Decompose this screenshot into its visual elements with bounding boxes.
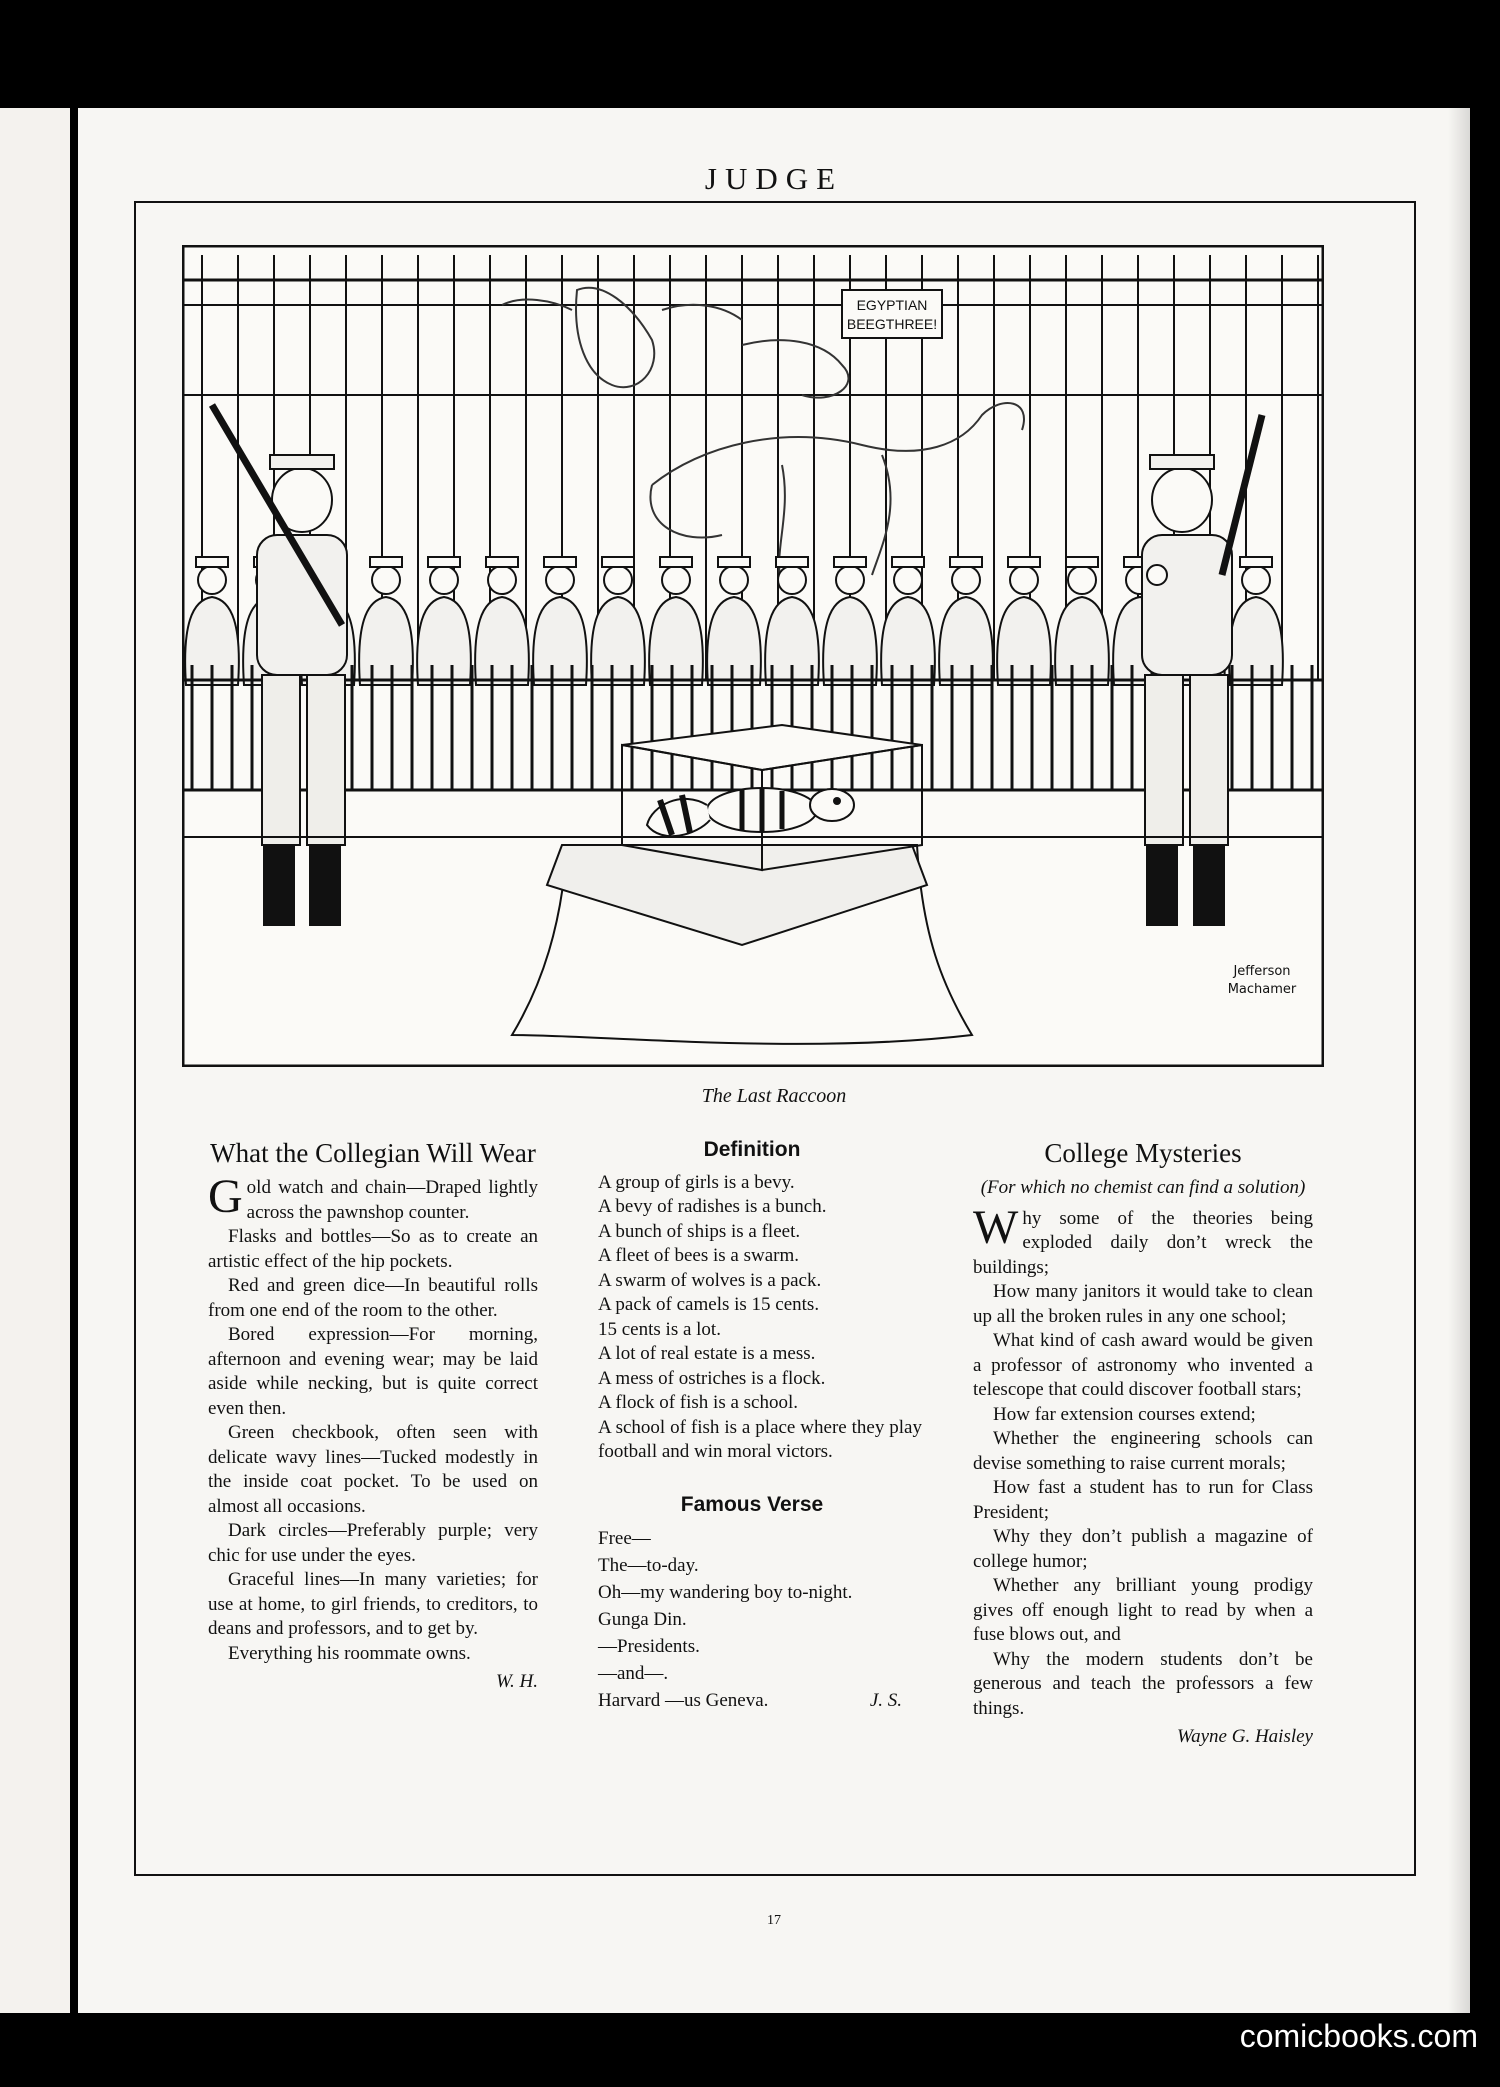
collegian-para-8: Everything his roommate owns. <box>228 1642 471 1664</box>
artist-signature-line-2: Machamer <box>1227 982 1297 997</box>
cartoon-caption: The Last Raccoon <box>701 1085 847 1107</box>
mysteries-para-2: How many janitors it would take to clean up all the broken rules in any one school; <box>973 1281 1313 1327</box>
definition-line: A pack of camels is 15 cents. <box>598 1294 820 1315</box>
collegian-signature: W. H. <box>495 1671 538 1692</box>
verse-line: —Presidents. <box>598 1636 700 1657</box>
column-collegian-wear <box>208 1138 538 1695</box>
definition-line: A school of fish is a place where they play football and win moral victors. <box>598 1416 922 1462</box>
mysteries-para-1: hy some of the theories being exploded daily don’t wreck the buildings; <box>973 1207 1313 1278</box>
collegian-para-6: Dark circles—Preferably purple; very chic for use under the eyes. <box>208 1520 538 1566</box>
collegian-para-2: Flasks and bottles—So as to create an artistic effect of the hip pockets. <box>208 1226 538 1272</box>
mysteries-para-9: Why the modern students don’t be generous and teach the professors a few things. <box>973 1648 1313 1719</box>
collegian-para-4: Bored expression—For morning, afternoon and evening wear; may be laid aside while necking, but is quite correct even then. <box>208 1324 538 1419</box>
facing-page-edge <box>0 108 70 2013</box>
definition-line: A fleet of bees is a swarm. <box>598 1245 800 1266</box>
column-college-mysteries <box>973 1138 1313 1750</box>
artist-signature-line-1: Jefferson <box>1233 964 1291 979</box>
verse-line: Oh—my wandering boy to-night. <box>598 1582 853 1603</box>
column-definition <box>582 1138 922 1714</box>
collegian-para-7: Graceful lines—In many varieties; for use at home, to girl friends, to creditors, to deans and professors, and to get by. <box>208 1569 538 1639</box>
mysteries-para-3: What kind of cash award would be given a professor of astronomy who invented a telescope that could discover football stars; <box>973 1330 1313 1400</box>
article-title-definition: Definition <box>703 1138 801 1161</box>
article-title-famous-verse: Famous Verse <box>680 1492 824 1516</box>
collegian-para-3: Red and green dice—In beautiful rolls from one end of the room to the other. <box>208 1275 538 1321</box>
definition-line: A lot of real estate is a mess. <box>598 1343 816 1364</box>
definition-line: A bevy of radishes is a bunch. <box>598 1196 827 1217</box>
mysteries-para-6: How fast a student has to run for Class President; <box>973 1477 1313 1523</box>
collegian-para-5: Green checkbook, often seen with delicate wavy lines—Tucked modestly in the inside coat pocket. To be used on almost all occasions. <box>208 1422 538 1517</box>
verse-line <box>582 1687 922 1714</box>
article-title-collegian: What the Collegian Will Wear <box>210 1138 536 1168</box>
definition-lines <box>582 1171 922 1465</box>
definition-line: 15 cents is a lot. <box>598 1318 721 1340</box>
collegian-para-1: old watch and chain—Draped lightly across the pawnshop counter. <box>246 1177 538 1223</box>
mysteries-subtitle: (For which no chemist can find a solution) <box>980 1177 1306 1198</box>
dropcap-w: W <box>973 1200 1019 1254</box>
page-gutter-shadow <box>1448 108 1470 2013</box>
definition-line: A bunch of ships is a fleet. <box>598 1220 801 1242</box>
mysteries-signature: Wayne G. Haisley <box>1177 1726 1313 1747</box>
definition-line: A group of girls is a bevy. <box>598 1171 795 1193</box>
sign-text-line-1: EGYPTIAN <box>856 297 928 313</box>
article-title-mysteries: College Mysteries <box>1044 1138 1242 1168</box>
watermark: comicbooks.com <box>1239 2018 1478 2054</box>
verse-lines <box>582 1525 922 1714</box>
mysteries-para-5: Whether the engineering schools can devise something to raise current morals; <box>973 1428 1313 1474</box>
sign-text-line-2: BEEGTHREE! <box>846 316 938 332</box>
dropcap-g: G <box>208 1170 243 1223</box>
page-number: 17 <box>767 1913 781 1928</box>
magazine-page <box>78 108 1470 2013</box>
definition-line: A flock of fish is a school. <box>598 1392 799 1413</box>
verse-line: The—to-day. <box>598 1555 699 1576</box>
masthead: JUDGE <box>704 161 844 196</box>
mysteries-para-8: Whether any brilliant young prodigy gives off enough light to read by when a fuse blows out, and <box>973 1575 1313 1645</box>
verse-signature: J. S. <box>869 1690 902 1711</box>
verse-line: —and—. <box>598 1663 669 1684</box>
mysteries-para-7: Why they don’t publish a magazine of college humor; <box>973 1526 1313 1572</box>
verse-line-text: Harvard —us Geneva. <box>598 1690 769 1711</box>
mysteries-para-4: How far extension courses extend; <box>993 1403 1256 1425</box>
verse-line: Gunga Din. <box>598 1609 687 1630</box>
definition-line: A mess of ostriches is a flock. <box>598 1367 826 1389</box>
verse-line: Free— <box>598 1528 651 1549</box>
definition-line: A swarm of wolves is a pack. <box>598 1269 822 1291</box>
cartoon-illustration <box>182 245 1324 1067</box>
